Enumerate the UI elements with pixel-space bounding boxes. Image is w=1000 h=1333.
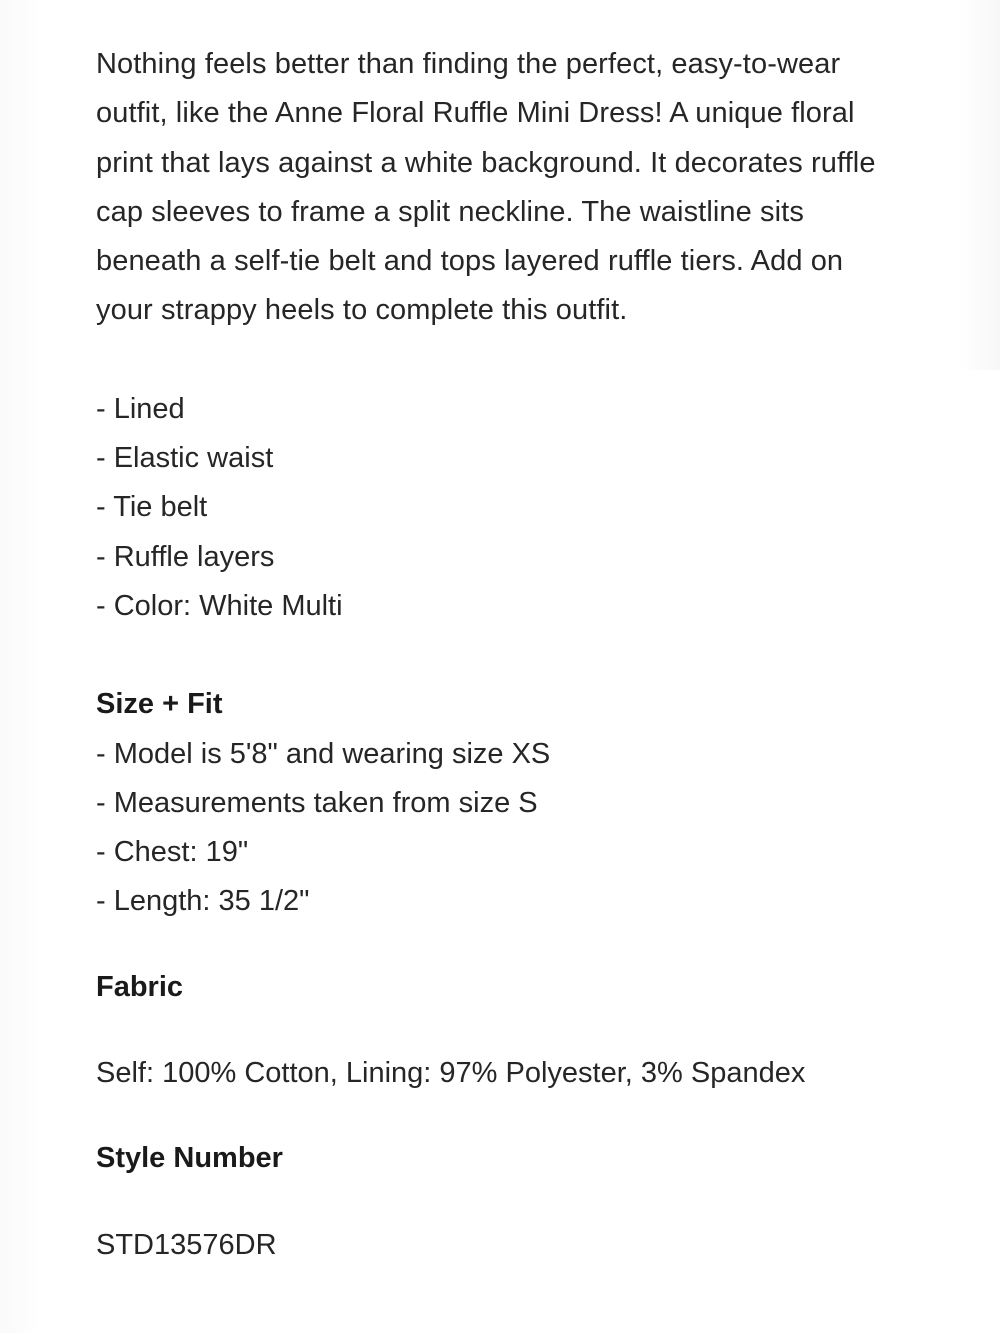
right-edge-shade <box>960 0 1000 370</box>
size-fit-measurements: - Measurements taken from size S <box>96 786 538 819</box>
size-fit-heading: Size + Fit <box>96 688 223 721</box>
feature-item-elastic-waist: - Elastic waist <box>96 442 274 475</box>
style-number-heading: Style Number <box>96 1142 283 1175</box>
size-fit-length: - Length: 35 1/2" <box>96 885 310 918</box>
feature-list <box>96 385 890 631</box>
size-fit-section <box>96 680 890 926</box>
fabric-heading: Fabric <box>96 970 184 1003</box>
fabric-value: Self: 100% Cotton, Lining: 97% Polyester, 3% Spandex <box>96 1057 806 1090</box>
size-fit-chest: - Chest: 19" <box>96 836 249 869</box>
feature-item-tie-belt: - Tie belt <box>96 491 208 524</box>
feature-item-color: - Color: White Multi <box>96 589 343 622</box>
feature-item-lined: - Lined <box>96 392 185 425</box>
feature-item-ruffle-layers: - Ruffle layers <box>96 540 275 573</box>
size-fit-model: - Model is 5'8" and wearing size XS <box>96 737 551 770</box>
left-edge-shade <box>0 0 40 1333</box>
style-number-value: STD13576DR <box>96 1228 277 1261</box>
product-description: Nothing feels better than finding the perfect, easy-to-wear outfit, like the Anne Floral Ruffle Mini Dress! A unique floral print that lays against a white background. It decorates ruffle cap sleeves to frame a split neckline. The waistline sits beneath a self-tie belt and tops layered ruffle tiers. Add on your strappy heels to complete this outfit. <box>96 48 876 327</box>
